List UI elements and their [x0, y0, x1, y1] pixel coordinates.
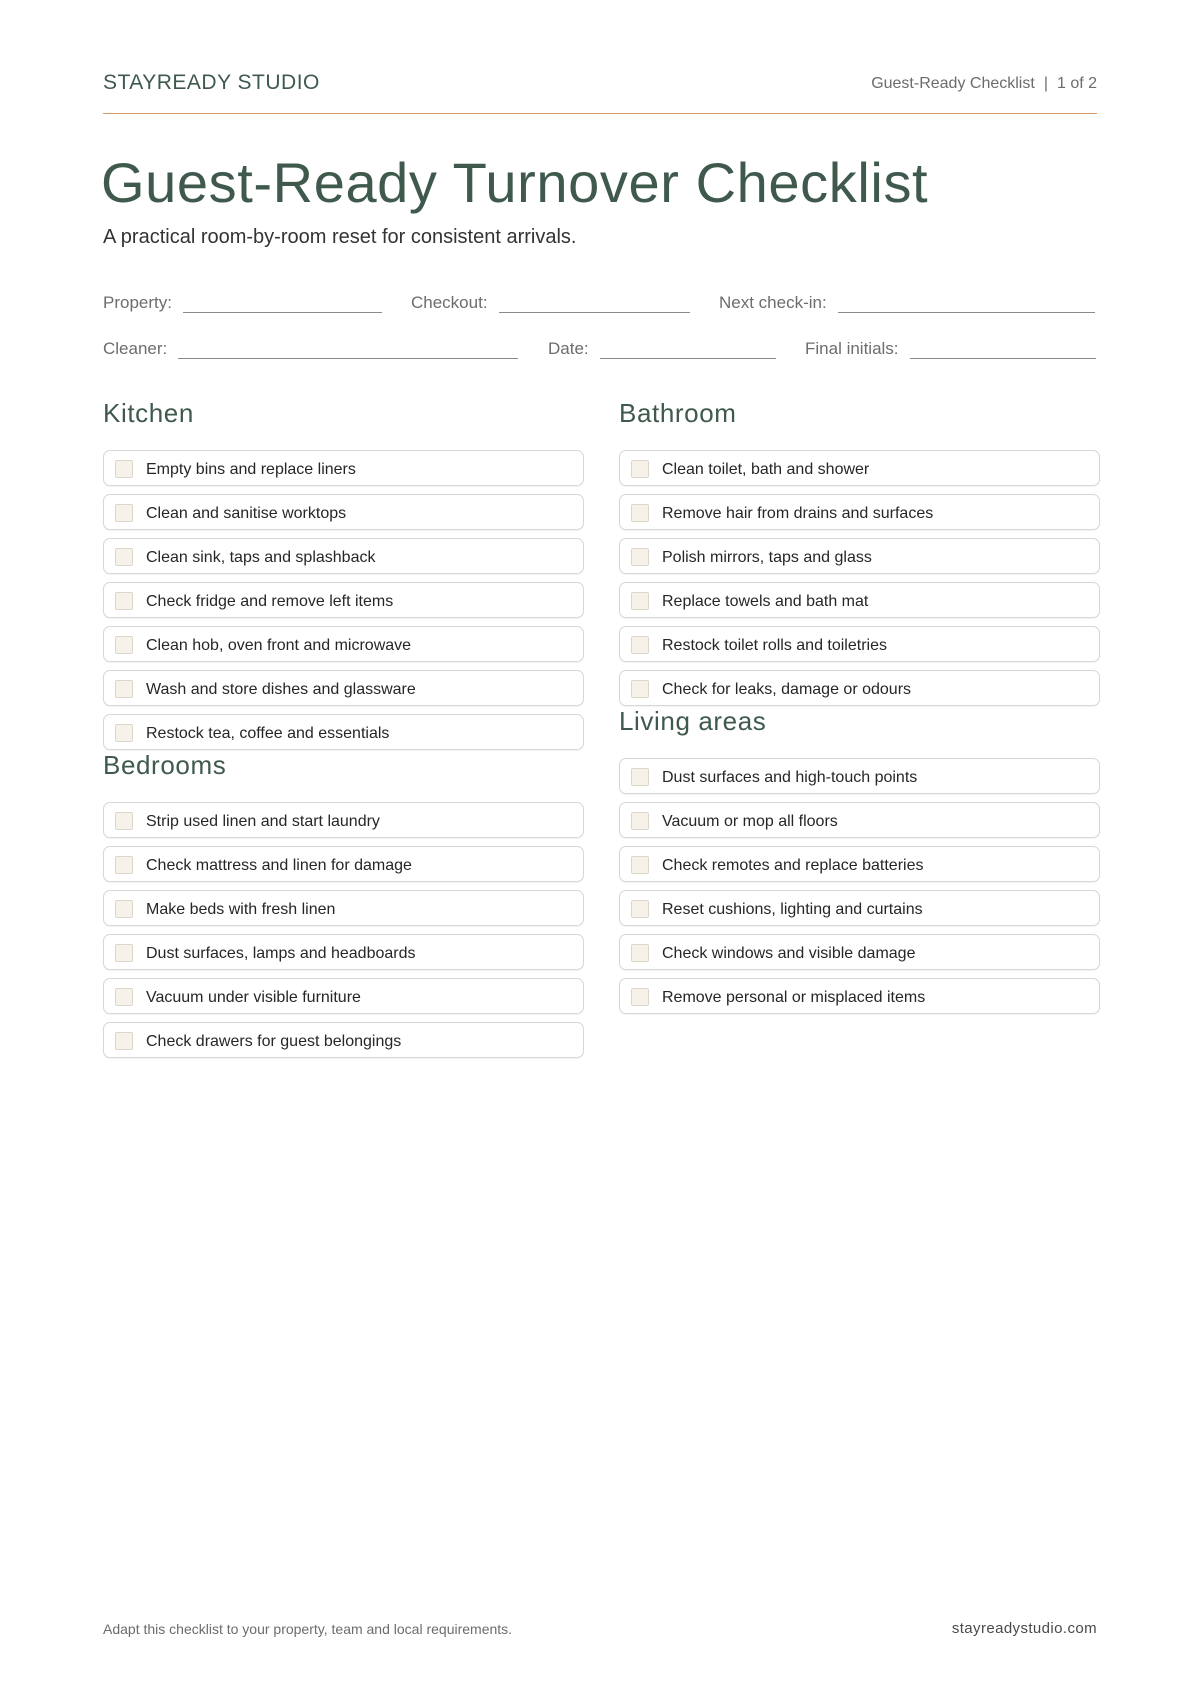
- checkbox[interactable]: [115, 988, 133, 1006]
- item-label: Check remotes and replace batteries: [662, 857, 924, 874]
- next-checkin-label: Next check-in:: [719, 293, 827, 312]
- checklist-item[interactable]: [619, 450, 1100, 486]
- checkbox[interactable]: [631, 944, 649, 962]
- checkbox[interactable]: [115, 504, 133, 522]
- item-label: Check for leaks, damage or odours: [662, 681, 912, 698]
- checklist-item[interactable]: [619, 582, 1100, 618]
- checklist-item[interactable]: [619, 802, 1100, 838]
- item-label: Remove hair from drains and surfaces: [662, 505, 934, 522]
- item-label: Strip used linen and start laundry: [146, 813, 380, 830]
- checkbox[interactable]: [631, 680, 649, 698]
- item-label: Clean hob, oven front and microwave: [146, 637, 412, 654]
- cleaner-label: Cleaner:: [103, 339, 168, 358]
- checklist-item[interactable]: [103, 538, 584, 574]
- checklist-item[interactable]: [103, 626, 584, 662]
- page-subtitle: A practical room-by-room reset for consistent arrivals.: [103, 226, 577, 248]
- checklist-item[interactable]: [103, 1022, 584, 1058]
- item-label: Dust surfaces, lamps and headboards: [146, 945, 416, 962]
- item-label: Reset cushions, lighting and curtains: [662, 901, 923, 918]
- item-label: Replace towels and bath mat: [662, 593, 869, 610]
- checkbox[interactable]: [115, 724, 133, 742]
- item-label: Clean sink, taps and splashback: [146, 549, 376, 566]
- checklist-item[interactable]: [103, 978, 584, 1014]
- next-checkin-line[interactable]: [838, 294, 1095, 313]
- document-name: Guest-Ready Checklist: [871, 75, 1035, 92]
- checkbox[interactable]: [631, 856, 649, 874]
- page-title: Guest-Ready Turnover Checklist: [101, 151, 929, 214]
- checklist-item[interactable]: [103, 802, 584, 838]
- section-title-bedrooms: Bedrooms: [103, 750, 227, 780]
- date-line[interactable]: [600, 340, 776, 359]
- item-label: Check drawers for guest belongings: [146, 1033, 402, 1050]
- checklist-item[interactable]: [619, 494, 1100, 530]
- checklist-item[interactable]: [103, 582, 584, 618]
- checkbox[interactable]: [115, 812, 133, 830]
- final-initials-label: Final initials:: [805, 339, 899, 358]
- cleaner-field: [103, 339, 518, 359]
- checklist-item[interactable]: [103, 450, 584, 486]
- living-areas-list: [619, 758, 1100, 1022]
- date-label: Date:: [548, 339, 589, 358]
- item-label: Dust surfaces and high-touch points: [662, 769, 918, 786]
- checklist-item[interactable]: [103, 846, 584, 882]
- item-label: Remove personal or misplaced items: [662, 989, 926, 1006]
- checkbox[interactable]: [115, 460, 133, 478]
- item-label: Wash and store dishes and glassware: [146, 681, 416, 698]
- checkbox[interactable]: [631, 504, 649, 522]
- checklist-item[interactable]: [619, 758, 1100, 794]
- next-checkin-field: [719, 293, 1095, 313]
- checkbox[interactable]: [631, 636, 649, 654]
- checklist-item[interactable]: [103, 714, 584, 750]
- checkbox[interactable]: [631, 988, 649, 1006]
- item-label: Check windows and visible damage: [662, 945, 916, 962]
- checklist-item[interactable]: [619, 934, 1100, 970]
- date-field: [548, 339, 776, 359]
- brand-name: STAYREADY STUDIO: [103, 71, 320, 94]
- item-label: Check mattress and linen for damage: [146, 857, 412, 874]
- property-field: [103, 293, 382, 313]
- footer-note: Adapt this checklist to your property, team and local requirements.: [103, 1621, 513, 1637]
- checkbox[interactable]: [115, 592, 133, 610]
- header-rule: [103, 113, 1097, 114]
- item-label: Vacuum under visible furniture: [146, 989, 361, 1006]
- checkbox[interactable]: [631, 812, 649, 830]
- checkbox[interactable]: [115, 680, 133, 698]
- checkbox[interactable]: [115, 900, 133, 918]
- checklist-item[interactable]: [103, 670, 584, 706]
- checkbox[interactable]: [115, 856, 133, 874]
- checklist-item[interactable]: [619, 846, 1100, 882]
- item-label: Restock tea, coffee and essentials: [146, 725, 390, 742]
- checklist-item[interactable]: [619, 538, 1100, 574]
- cleaner-line[interactable]: [178, 340, 518, 359]
- item-label: Make beds with fresh linen: [146, 901, 336, 918]
- bedrooms-list: [103, 802, 584, 1066]
- checklist-item[interactable]: [103, 934, 584, 970]
- checkbox[interactable]: [631, 592, 649, 610]
- checklist-item[interactable]: [103, 890, 584, 926]
- checklist-item[interactable]: [619, 626, 1100, 662]
- checkbox[interactable]: [115, 1032, 133, 1050]
- property-label: Property:: [103, 293, 172, 312]
- checkbox[interactable]: [115, 944, 133, 962]
- footer-website[interactable]: stayreadystudio.com: [951, 1620, 1097, 1637]
- item-label: Polish mirrors, taps and glass: [662, 549, 872, 566]
- checkbox[interactable]: [631, 460, 649, 478]
- section-title-bathroom: Bathroom: [619, 398, 737, 428]
- checkbox[interactable]: [631, 900, 649, 918]
- bathroom-list: [619, 450, 1100, 714]
- checkout-label: Checkout:: [411, 293, 488, 312]
- item-label: Clean and sanitise worktops: [146, 505, 347, 522]
- page-number: 1 of 2: [1056, 75, 1097, 92]
- checklist-item[interactable]: [619, 890, 1100, 926]
- item-label: Vacuum or mop all floors: [662, 813, 838, 830]
- checkout-field: [411, 293, 690, 313]
- section-title-kitchen: Kitchen: [103, 398, 194, 428]
- page-meta: [871, 75, 1097, 93]
- final-initials-field: [805, 339, 1096, 359]
- checkbox[interactable]: [115, 548, 133, 566]
- checkout-line[interactable]: [499, 294, 690, 313]
- item-label: Check fridge and remove left items: [146, 593, 394, 610]
- item-label: Empty bins and replace liners: [146, 461, 356, 478]
- property-line[interactable]: [183, 294, 382, 313]
- item-label: Restock toilet rolls and toiletries: [662, 637, 887, 654]
- checkbox[interactable]: [115, 636, 133, 654]
- final-initials-line[interactable]: [910, 340, 1096, 359]
- meta-separator: |: [1043, 75, 1048, 92]
- checkbox[interactable]: [631, 548, 649, 566]
- checklist-item[interactable]: [619, 978, 1100, 1014]
- checkbox[interactable]: [631, 768, 649, 786]
- checklist-item[interactable]: [103, 494, 584, 530]
- section-title-living-areas: Living areas: [619, 706, 767, 736]
- checklist-item[interactable]: [619, 670, 1100, 706]
- kitchen-list: [103, 450, 584, 758]
- item-label: Clean toilet, bath and shower: [662, 461, 870, 478]
